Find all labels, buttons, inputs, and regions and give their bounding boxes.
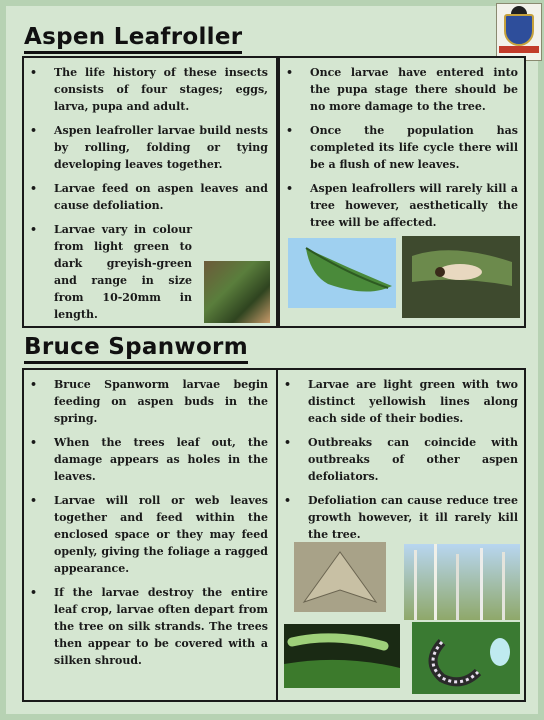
aspen-right-box <box>278 56 526 328</box>
organization-logo <box>496 3 542 61</box>
aspen-right-bullet-3: • Aspen leafrollers will rarely kill a tree however, aesthetically the tree will be affected. <box>280 180 518 231</box>
moth-icon <box>294 542 386 612</box>
bruce-left-bullet-3: • Larvae will roll or web leaves together and feed within the enclosed space or they may feed openly, giving the foliage a ragged appearance. <box>24 492 268 577</box>
moth-photo <box>294 542 386 612</box>
logo-crown-icon <box>511 6 527 14</box>
bruce-right-bullet-1: • Larvae are light green with two distinct yellowish lines along each side of their bodies. <box>278 376 518 427</box>
aspen-right-bullet-1: • Once larvae have entered into the pupa stage there should be no more damage to the tree. <box>280 64 518 115</box>
forest-icon <box>404 544 520 620</box>
aspen-left-bullet-4: • Larvae vary in colour from light green to dark greyish-green and range in size from 10-20mm in length. <box>24 221 268 323</box>
bruce-right-bullet-2: • Outbreaks can coincide with outbreaks of other aspen defoliators. <box>278 434 518 485</box>
looper-icon <box>412 622 520 694</box>
leafroller-larva-photo <box>402 236 520 318</box>
aspen-leafroller-title: Aspen Leafroller <box>24 24 242 54</box>
bruce-left-list <box>24 370 276 669</box>
logo-banner-icon <box>499 46 539 53</box>
bruce-left-bullet-2: • When the trees leaf out, the damage appears as holes in the leaves. <box>24 434 268 485</box>
caterpillar-icon <box>284 624 400 688</box>
rolled-leaf-icon <box>288 238 396 308</box>
bruce-left-bullet-4: • If the larvae destroy the entire leaf crop, larvae often depart from the tree on silk strands. The trees then appear to be covered with a silken shroud. <box>24 584 268 669</box>
aspen-left-box <box>22 56 278 328</box>
bruce-left-bullet-1: • Bruce Spanworm larvae begin feeding on aspen buds in the spring. <box>24 376 268 427</box>
rolled-leaf-photo <box>288 238 396 308</box>
logo-shield-icon <box>504 14 534 46</box>
aspen-left-bullet-2: • Aspen leafroller larvae build nests by rolling, folding or tying developing leaves together. <box>24 122 268 173</box>
aspen-left-bullet-1: • The life history of these insects consists of four stages; eggs, larva, pupa and adult. <box>24 64 268 115</box>
aspen-right-list <box>280 58 524 231</box>
green-caterpillar-photo <box>284 624 400 688</box>
aspen-right-bullet-2: • Once the population has completed its life cycle there will be a flush of new leaves. <box>280 122 518 173</box>
forest-photo <box>404 544 520 620</box>
bruce-right-list <box>278 370 524 543</box>
leafroll-photo <box>204 261 270 323</box>
bruce-right-bullet-3: • Defoliation can cause reduce tree growth however, it ill rarely kill the tree. <box>278 492 518 543</box>
bruce-spanworm-title: Bruce Spanworm <box>24 334 248 364</box>
looper-photo <box>412 622 520 694</box>
aspen-left-bullet-3: • Larvae feed on aspen leaves and cause defoliation. <box>24 180 268 214</box>
larva-icon <box>402 236 520 318</box>
bruce-left-box <box>22 368 278 702</box>
bruce-right-box <box>276 368 526 702</box>
